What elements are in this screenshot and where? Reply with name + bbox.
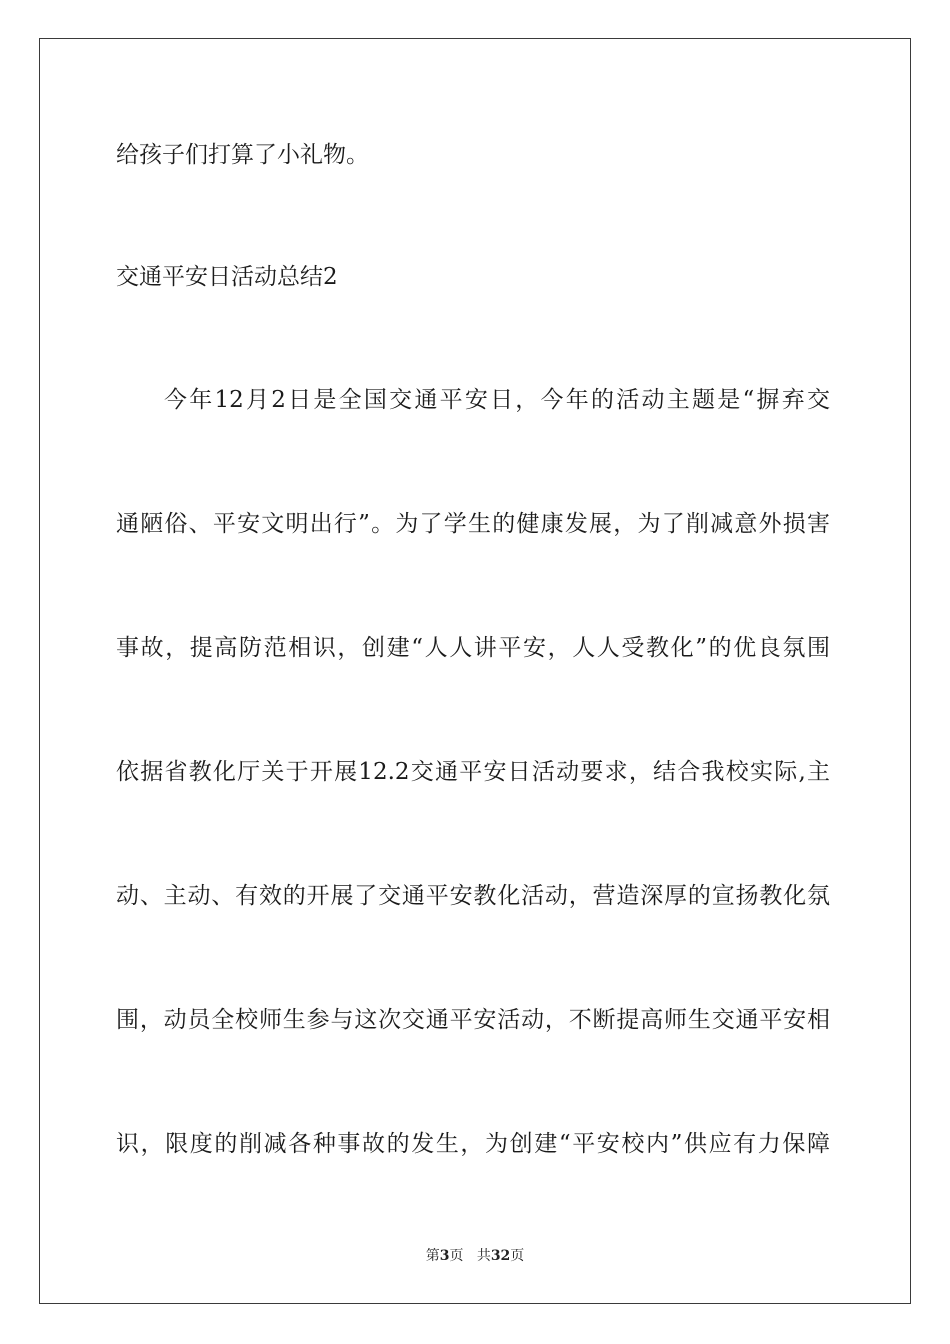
- paragraph-line-4: 依据省教化厅关于开展12.2交通平安日活动要求，结合我校实际,主: [116, 759, 830, 785]
- paragraph-line-3: 事故，提高防范相识，创建“人人讲平安，人人受教化”的优良氛围: [116, 635, 830, 661]
- footer-total-pages: 32: [490, 1248, 511, 1264]
- footer-total-prefix: 共: [476, 1248, 491, 1264]
- footer-total-suffix: 页: [510, 1248, 525, 1264]
- page-footer: [0, 1246, 950, 1266]
- paragraph-line-7: 识，限度的削减各种事故的发生，为创建“平安校内”供应有力保障: [116, 1131, 830, 1157]
- section-heading: 交通平安日活动总结2: [116, 264, 338, 290]
- paragraph-line-1: 今年12月2日是全国交通平安日，今年的活动主题是“摒弃交: [164, 387, 830, 413]
- paragraph-line-2: 通陋俗、平安文明出行”。为了学生的健康发展，为了削减意外损害: [116, 511, 830, 537]
- paragraph-line-6: 围，动员全校师生参与这次交通平安活动，不断提高师生交通平安相: [116, 1007, 830, 1033]
- footer-page-prefix: 第: [425, 1248, 440, 1264]
- text-line-1: 给孩子们打算了小礼物。: [116, 142, 369, 168]
- page-border: [39, 38, 911, 1304]
- paragraph-line-5: 动、主动、有效的开展了交通平安教化活动，营造深厚的宣扬教化氛: [116, 883, 830, 909]
- footer-page-number: 3: [439, 1248, 450, 1264]
- footer-page-suffix: 页: [449, 1248, 464, 1264]
